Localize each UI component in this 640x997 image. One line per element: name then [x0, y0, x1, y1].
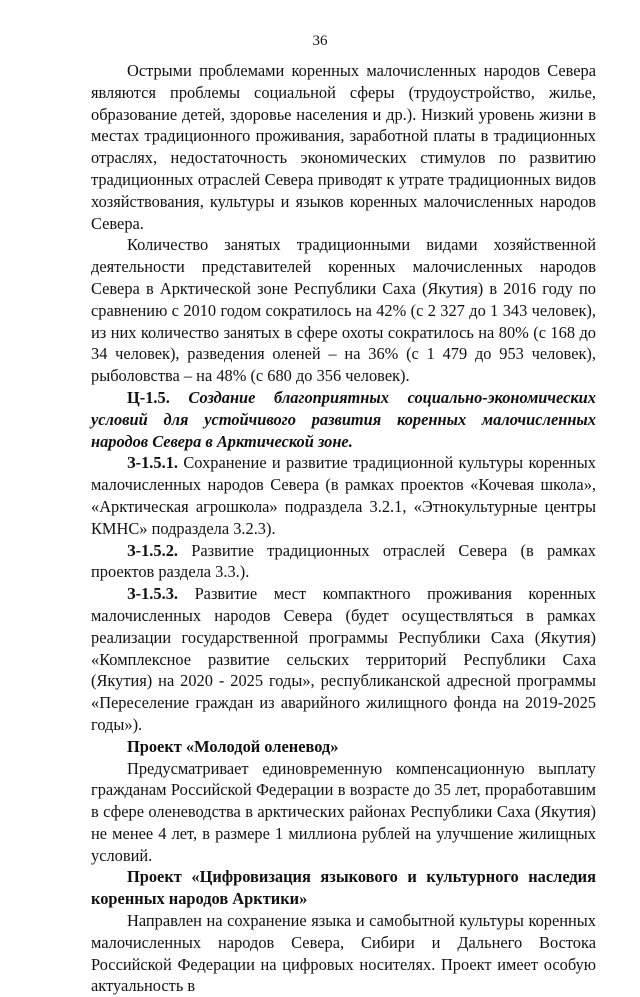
task-item: [91, 583, 596, 736]
goal-text: Создание благоприятных социально-экономических условий для устойчивого развития коренных малочисленных народов Севера в Арктической зоне.: [91, 387, 596, 451]
task-code: З-1.5.3.: [127, 584, 178, 604]
task-text: Развитие традиционных отраслей Севера (в рамках проектов раздела 3.3.).: [91, 540, 596, 582]
goal-code: Ц-1.5.: [127, 387, 170, 407]
paragraph-employment-statistics: Количество занятых традиционными видами хозяйственной деятельности представителей коренных малочисленных народов Севера в Арктической зоне Республики Саха (Якутия) в 2016 году по сравнению с 2010 годом сократилось на 42% (с 2 327 до 1 343 человек), из них количество занятых в сфере охоты сократилось на 80% (с 168 до 34 человек), разведения оленей – на 36% (с 1 479 до 953 человек), рыболовства – на 48% (с 680 до 356 человек).: [91, 235, 596, 386]
task-code: З-1.5.2.: [127, 540, 178, 560]
task-item: [91, 452, 596, 539]
page-content: [91, 60, 596, 997]
page-number: 36: [312, 33, 328, 49]
task-code: З-1.5.1.: [127, 453, 178, 473]
project-title-digitalization: Проект «Цифровизация языкового и культурного наследия коренных народов Арктики»: [91, 867, 596, 909]
goal-heading: [91, 387, 596, 452]
project-description-digitalization: Направлен на сохранение языка и самобытной культуры коренных малочисленных народов Севера, Сибири и Дальнего Востока Российской Федерации на цифровых носителях. Проект имеет особую актуальность в: [91, 911, 596, 996]
task-item: [91, 540, 596, 584]
task-text: Развитие мест компактного проживания коренных малочисленных народов Севера (будет осуществляться в рамках реализации государственной программы Республики Саха (Якутия) «Комплексное развитие сельских территорий Республики Саха (Якутия) на 2020 - 2025 годы», республиканской адресной программы «Переселение граждан из аварийного жилищного фонда на 2019-2025 годы»).: [91, 584, 596, 734]
paragraph-social-problems: Острыми проблемами коренных малочисленных народов Севера являются проблемы социальной сферы (трудоустройство, жилье, образование детей, здоровье населения и др.). Низкий уровень жизни в местах традиционного проживания, заработной платы в традиционных отраслях, недостаточность экономических стимулов по развитию традиционных отраслей Севера приводят к утрате традиционных видов хозяйствования, культуры и языков коренных малочисленных народов Севера.: [91, 61, 596, 233]
task-text: Сохранение и развитие традиционной культуры коренных малочисленных народов Севера (в рамках проектов «Кочевая школа», «Арктическая агрошкола» подраздела 3.2.1, «Этнокультурные центры КМНС» подраздела 3.2.3).: [91, 453, 597, 538]
project-title-young-reindeer-herder: Проект «Молодой оленевод»: [127, 736, 339, 756]
project-description-young-reindeer-herder: Предусматривает единовременную компенсационную выплату гражданам Российской Федерации в возрасте до 35 лет, проработавшим в сфере оленеводства в арктических районах Республики Саха (Якутия) не менее 4 лет, в размере 1 миллиона рублей на улучшение жилищных условий.: [91, 758, 596, 865]
